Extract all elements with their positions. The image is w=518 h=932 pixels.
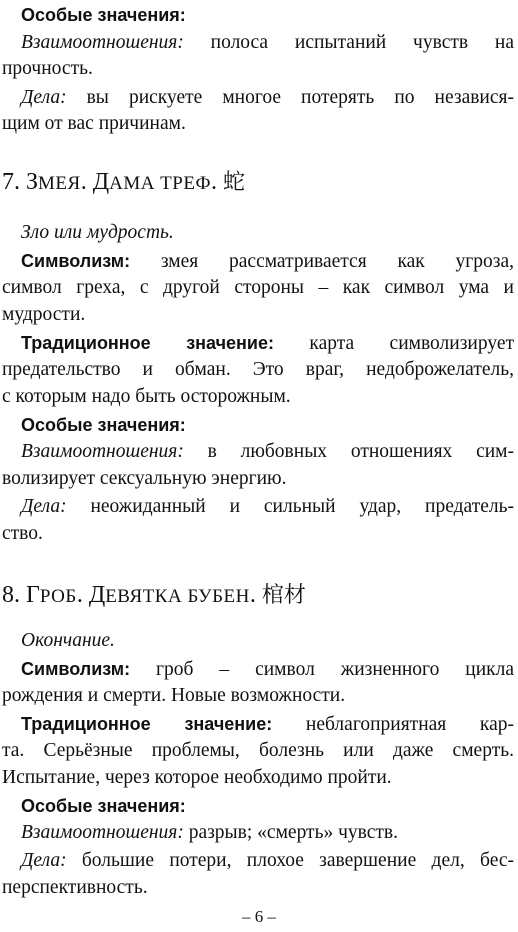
card-8-traditional-line: Традиционное значение: неблагоприятная кар- [21,714,514,735]
page-number: – 6 – [242,907,276,926]
card-7-work-line: Дела: неожиданный и сильный удар, предатель- [21,496,514,517]
card-7-relationships-line: Взаимоотношения: в любовных отношениях сим- [21,441,514,462]
card-8-work-line: перспективность. [2,877,148,898]
card-7-subtitle: Зло или мудрость. [21,222,174,243]
card-7-traditional-line: Традиционное значение: карта символизирует [21,333,514,354]
card-7-traditional-line: с которым надо быть осторожным. [2,386,291,407]
card-8-traditional-line: Испытание, через которое необходимо пройти. [2,767,392,788]
card-8-subtitle: Окончание. [21,630,115,651]
chinese-character-snake: 蛇 [222,170,245,195]
card-7-symbolism-line: мудрости. [2,304,86,325]
card-7-symbolism-line: символ греха, с другой стороны – как символ ума и [2,277,514,298]
relationships-paragraph-line: Взаимоотношения: полоса испытаний чувств на [21,32,514,53]
special-meanings-heading: Особые значения: [21,5,186,25]
card-7-work-line: ство. [2,523,43,544]
card-8-heading: 8. ГРОБ. ДЕВЯТКА БУБЕН. 棺材 [2,582,306,608]
card-8-symbolism-line: рождения и смерти. Новые возможности. [2,685,346,706]
card-7-special-heading: Особые значения: [21,415,186,435]
card-8-traditional-line: та. Серьёзные проблемы, болезнь или даже смерть. [2,740,514,761]
card-7-heading: 7. ЗМЕЯ. ДАМА ТРЕФ. 蛇 [2,169,245,195]
card-8-symbolism-line: Символизм: гроб – символ жизненного цикла [21,659,514,680]
card-8-work-line: Дела: большие потери, плохое завершение дел, бес- [21,850,514,871]
work-paragraph-line: щим от вас причинам. [2,113,186,134]
card-7-traditional-line: предательство и обман. Это враг, недоброжелатель, [2,359,514,380]
chinese-characters-coffin: 棺材 [261,583,306,608]
card-7-symbolism-line: Символизм: змея рассматривается как угроза, [21,251,514,272]
relationships-paragraph-line: прочность. [2,58,93,79]
work-paragraph-line: Дела: вы рискуете многое потерять по независя- [21,87,514,108]
card-8-relationships-line: Взаимоотношения: разрыв; «смерть» чувств. [21,822,399,843]
card-7-relationships-line: волизирует сексуальную энергию. [2,468,287,489]
card-8-special-heading: Особые значения: [21,796,186,816]
